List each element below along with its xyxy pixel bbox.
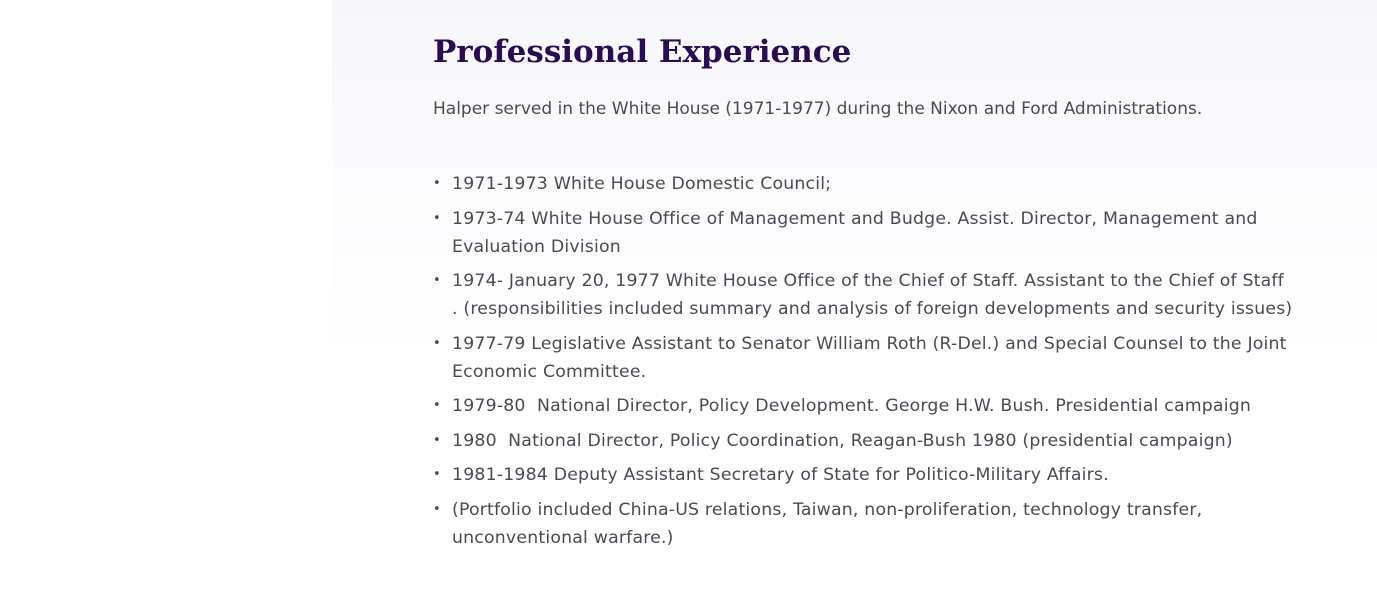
list-item-text: 1974- January 20, 1977 White House Office of the Chief of Staff. Assistant to the Chief of Staff . (responsibilities included summary and analysis of foreign developments and security issues) (452, 271, 1293, 319)
experience-list (433, 170, 1293, 552)
list-item-text: 1973-74 White House Office of Management and Budge. Assist. Director, Management and Evaluation Division (452, 208, 1264, 257)
bullet-icon: • (433, 432, 441, 448)
bullet-icon: • (433, 335, 441, 351)
bullet-icon: • (433, 467, 441, 482)
list-item-text: 1981-1984 Deputy Assistant Secretary of State for Politico-Military Affairs. (452, 465, 1109, 485)
list-item (433, 205, 1293, 261)
list-item-text: 1980 National Director, Policy Coordination, Reagan-Bush 1980 (presidential campaign) (452, 430, 1233, 451)
list-item-text: 1977-79 Legislative Assistant to Senator William Roth (R-Del.) and Special Counsel to the Joint Economic Committee. (452, 333, 1293, 382)
list-item (433, 170, 1293, 198)
bullet-icon: • (433, 398, 441, 413)
list-item-text: (Portfolio included China-US relations, Taiwan, non-proliferation, technology transfer, unconventional warfare.) (452, 499, 1209, 548)
list-item (433, 461, 1293, 489)
bullet-icon: • (433, 273, 441, 288)
list-item-text: 1971-1973 White House Domestic Council; (452, 174, 832, 194)
bullet-icon: • (433, 176, 441, 191)
list-item-text: 1979-80 National Director, Policy Development. George H.W. Bush. Presidential campaign (452, 396, 1252, 416)
bullet-icon: • (433, 501, 441, 517)
bullet-icon: • (433, 210, 441, 226)
intro-paragraph: Halper served in the White House (1971-1977) during the Nixon and Ford Administrations. (433, 99, 1203, 119)
list-item (433, 427, 1293, 455)
section-heading: Professional Experience (433, 34, 852, 70)
list-item (433, 267, 1293, 323)
professional-experience-section (433, 30, 1293, 558)
list-item (433, 392, 1293, 420)
list-item (433, 330, 1293, 386)
list-item (433, 496, 1293, 552)
